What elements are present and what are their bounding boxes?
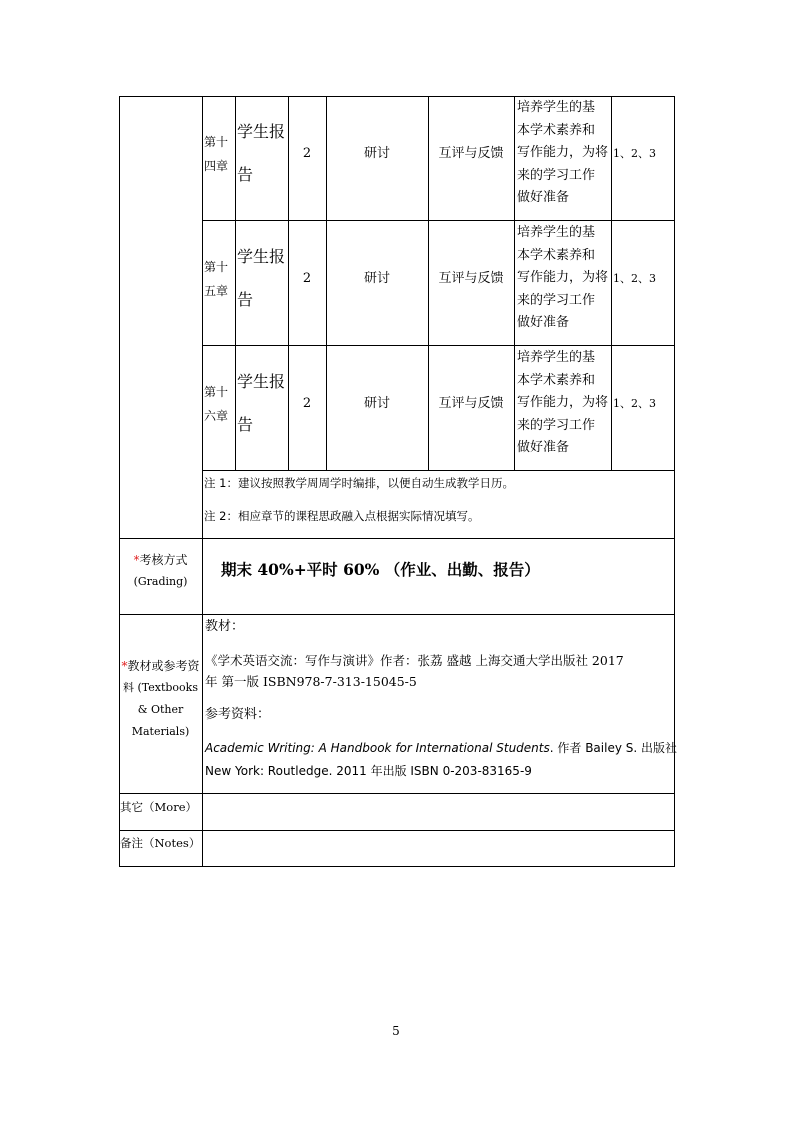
remarks-label: 备注（Notes）: [120, 836, 201, 850]
objective-line: 做好准备: [517, 190, 570, 205]
objective-line: 来的学习工作: [517, 292, 596, 308]
objective-line: 本学术素养和: [517, 372, 596, 388]
grading-label-en: (Grading): [133, 575, 188, 588]
assessment-cell: 互评与反馈: [438, 396, 504, 411]
hours-cell: 2: [302, 271, 312, 286]
schedule-note: 注 2：相应章节的课程思政融入点根据实际情况填写。: [204, 509, 480, 523]
materials-label: 料 (Textbooks: [122, 681, 198, 694]
chapter-cell: 第十: [204, 385, 229, 399]
chapter-cell: 四章: [204, 159, 229, 173]
textbook-entry: 年 第一版 ISBN978-7-313-15045-5: [205, 674, 417, 689]
objective-line: 做好准备: [517, 440, 570, 455]
topic-cell: 学生报: [237, 372, 286, 391]
column-divider: [235, 96, 236, 471]
assessment-cell: 互评与反馈: [438, 146, 504, 161]
label-column-divider: [202, 96, 203, 867]
chapter-cell: 六章: [204, 409, 229, 423]
objective-line: 来的学习工作: [517, 417, 596, 433]
grading-label: *考核方式: [133, 553, 188, 567]
objective-line: 写作能力，为将: [517, 395, 609, 410]
textbook-entry: 《学术英语交流：写作与演讲》作者：张荔 盛越 上海交通大学出版社 2017: [205, 653, 624, 668]
topic-cell: 告: [237, 415, 254, 434]
objective-line: 培养学生的基: [517, 350, 596, 365]
topic-cell: 告: [237, 165, 254, 184]
topic-cell: 学生报: [237, 122, 286, 141]
page-number: 5: [392, 1024, 400, 1038]
topic-cell: 告: [237, 290, 254, 309]
objective-line: 本学术素养和: [517, 247, 596, 263]
required-marker: *: [121, 659, 128, 673]
chapter-cell: 五章: [204, 284, 229, 298]
grading-value: 期末 40%+平时 60% （作业、出勤、报告）: [221, 560, 540, 579]
textbook-heading: 教材：: [205, 619, 245, 634]
objective-line: 本学术素养和: [517, 122, 596, 138]
topic-cell: 学生报: [237, 247, 286, 266]
method-cell: 研讨: [363, 396, 390, 411]
method-cell: 研讨: [363, 146, 390, 161]
column-divider: [514, 96, 515, 471]
objective-line: 写作能力，为将: [517, 270, 609, 285]
reference-entry: Academic Writing: A Handbook for International Students. 作者 Bailey S. 出版社: [205, 741, 677, 755]
assessment-cell: 互评与反馈: [438, 271, 504, 286]
objective-line: 培养学生的基: [517, 100, 596, 115]
column-divider: [611, 96, 612, 471]
objective-line: 培养学生的基: [517, 225, 596, 240]
materials-label: Materials): [131, 725, 190, 738]
support-cell: 1、2、3: [613, 147, 656, 160]
objective-line: 来的学习工作: [517, 167, 596, 183]
chapter-cell: 第十: [204, 135, 229, 149]
reference-entry: New York: Routledge. 2011 年出版 ISBN 0-203-83165-9: [205, 764, 532, 778]
method-cell: 研讨: [363, 271, 390, 286]
support-cell: 1、2、3: [613, 397, 656, 410]
row-divider: [202, 470, 675, 471]
reference-heading: 参考资料：: [205, 707, 271, 722]
objective-line: 写作能力，为将: [517, 145, 609, 160]
schedule-note: 注 1：建议按照教学周周学时编排，以便自动生成教学日历。: [204, 476, 514, 490]
reference-title: Academic Writing: A Handbook for International Students: [205, 741, 550, 755]
chapter-cell: 第十: [204, 260, 229, 274]
table-left-border: [119, 96, 120, 867]
row-divider: [202, 345, 675, 346]
materials-label: & Other: [137, 703, 184, 716]
support-cell: 1、2、3: [613, 272, 656, 285]
required-marker: *: [133, 553, 140, 567]
more-label: 其它（More）: [120, 800, 198, 814]
objective-line: 做好准备: [517, 315, 570, 330]
hours-cell: 2: [302, 146, 312, 161]
materials-label: *教材或参考资: [121, 659, 200, 673]
row-divider: [202, 220, 675, 221]
hours-cell: 2: [302, 396, 312, 411]
